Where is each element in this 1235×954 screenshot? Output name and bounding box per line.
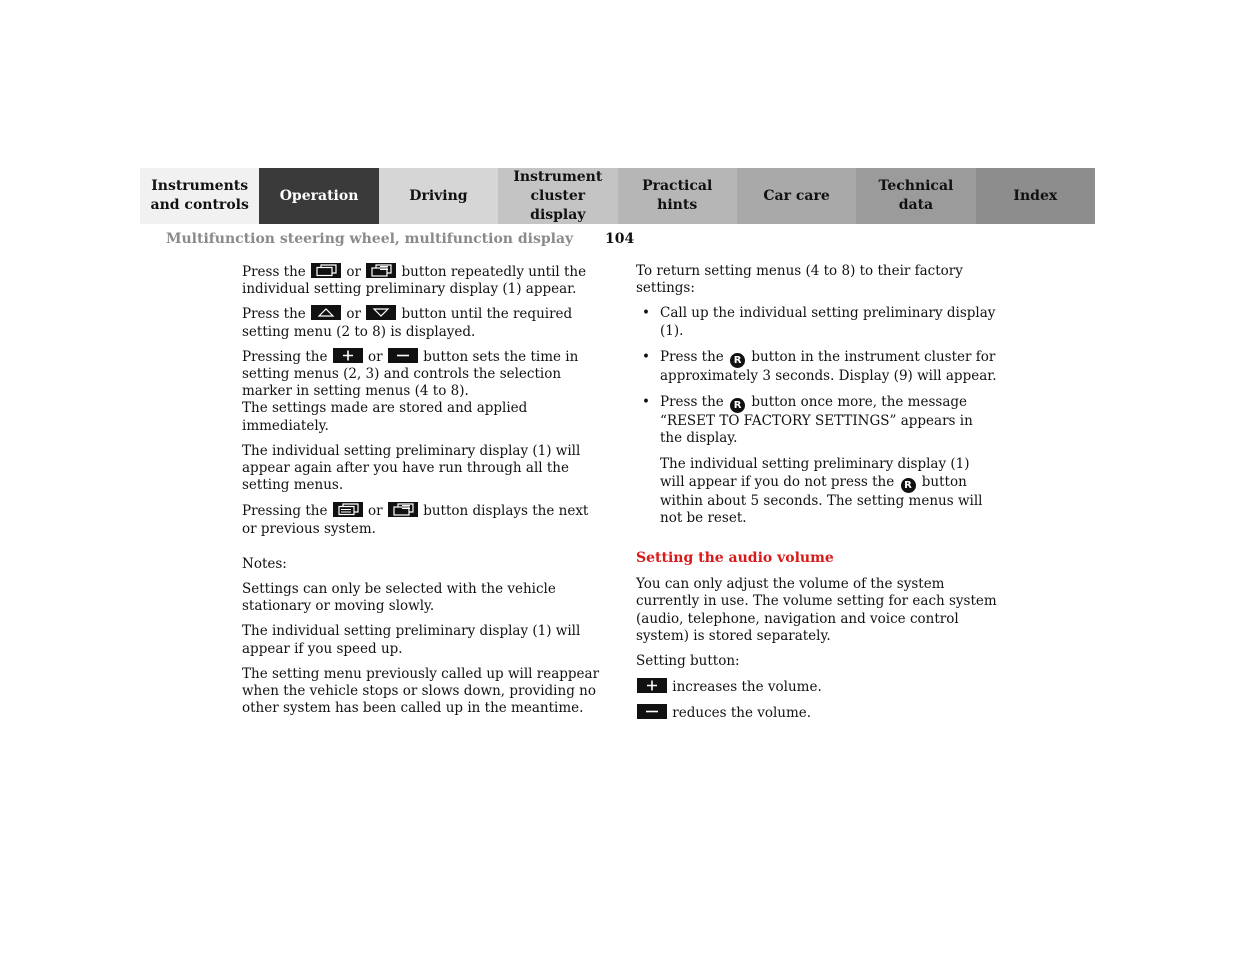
- tab-index[interactable]: Index: [976, 168, 1095, 224]
- minus-icon: [637, 704, 667, 719]
- tab-operation[interactable]: Operation: [259, 168, 378, 224]
- paragraph: increases the volume.: [636, 678, 998, 696]
- paragraph: To return setting menus (4 to 8) to their factory settings:: [636, 263, 963, 297]
- paragraph: The individual setting preliminary display (1) will appear if you do not press the R button within about 5 seconds. The setting menus will not be reset.: [660, 456, 983, 526]
- left-column: [242, 263, 604, 717]
- tab-car-care[interactable]: Car care: [737, 168, 856, 224]
- list-item: • Call up the individual setting preliminary display (1).: [636, 305, 998, 339]
- reset-icon: R: [730, 353, 745, 368]
- plus-icon: [333, 348, 363, 363]
- plus-icon: [637, 678, 667, 693]
- previous-system-icon: [388, 502, 418, 517]
- paragraph: Press the or button until the required setting menu (2 to 8) is displayed.: [242, 306, 573, 340]
- bullet-list: [636, 305, 998, 527]
- note: The setting menu previously called up will reappear when the vehicle stops or slows down, providing no other system has been called up in the meantime.: [242, 665, 600, 717]
- tab-instruments-and-controls[interactable]: Instruments and controls: [140, 168, 259, 224]
- next-system-icon: [311, 263, 341, 278]
- paragraph: Press the or button repeatedly until the individual setting preliminary display (1) appear.: [242, 264, 587, 298]
- section-heading: Setting the audio volume: [636, 550, 834, 567]
- list-item: • Press the R button in the instrument cluster for approximately 3 seconds. Display (9) will appear.: [636, 349, 998, 385]
- note: Settings can only be selected with the vehicle stationary or moving slowly.: [242, 581, 556, 615]
- next-system-icon: [333, 502, 363, 517]
- tab-instrument-cluster-display[interactable]: Instrument cluster display: [498, 168, 617, 224]
- section-title: Multifunction steering wheel, multifunction display: [166, 231, 574, 247]
- paragraph: reduces the volume.: [636, 704, 998, 722]
- down-icon: [366, 305, 396, 320]
- tab-bar: [140, 168, 1095, 224]
- minus-icon: [388, 348, 418, 363]
- paragraph: Pressing the or button sets the time in setting menus (2, 3) and controls the selection marker in setting menus (4 to 8). The settings made are stored and applied immediately.: [242, 348, 579, 434]
- page-number: 104: [605, 231, 635, 247]
- paragraph: Setting button:: [636, 653, 740, 670]
- tab-practical-hints[interactable]: Practical hints: [618, 168, 737, 224]
- note: The individual setting preliminary display (1) will appear if you speed up.: [242, 623, 581, 657]
- paragraph: You can only adjust the volume of the system currently in use. The volume setting for each system (audio, telephone, navigation and voice control system) is stored separately.: [636, 576, 997, 644]
- reset-icon: R: [730, 398, 745, 413]
- tab-technical-data[interactable]: Technical data: [856, 168, 975, 224]
- previous-system-icon: [366, 263, 396, 278]
- paragraph: The individual setting preliminary display (1) will appear again after you have run through all the setting menus.: [242, 442, 581, 494]
- list-item: • Press the R button once more, the message “RESET TO FACTORY SETTINGS” appears in the display. The individual setting preliminary display (1) will appear if you do not press the R button within about 5 seconds. The setting menus will not be reset.: [636, 394, 998, 527]
- reset-icon: R: [901, 478, 916, 493]
- tab-driving[interactable]: Driving: [379, 168, 498, 224]
- notes-label: Notes:: [242, 555, 287, 572]
- right-column: [636, 263, 998, 723]
- up-icon: [311, 305, 341, 320]
- paragraph: Pressing the or button displays the next or previous system.: [242, 503, 589, 537]
